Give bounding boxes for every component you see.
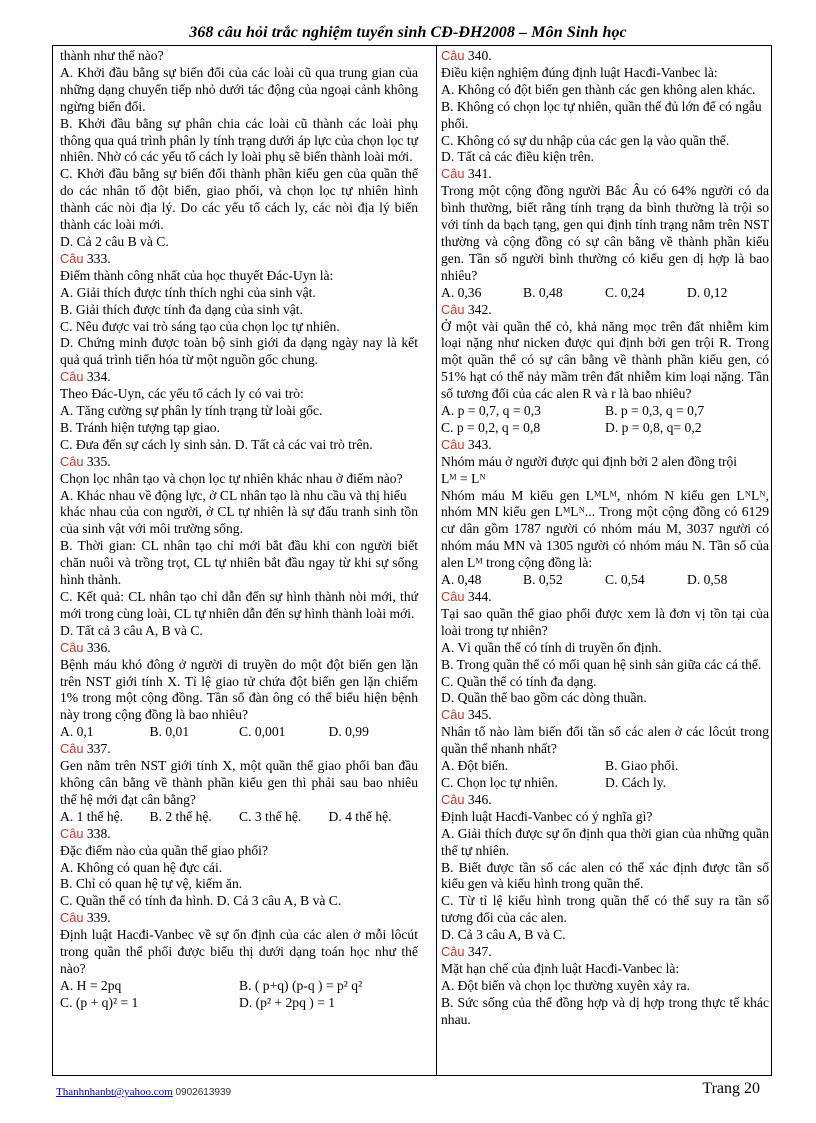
question-label: Câu (60, 639, 84, 655)
q344-option-c: C. Quần thể có tính đa dạng. (441, 673, 597, 689)
q344-heading (441, 589, 769, 606)
q335-option-b: B. Thời gian: CL nhân tạo chỉ mới bắt đầu khi con người biết chăn nuôi và trồng trọt, CL tự nhiên bắt đầu ngay từ khi sự sống hình thành. (60, 538, 418, 588)
q342-option-d: D. p = 0,8, q= 0,2 (605, 419, 702, 435)
question-number: 343. (464, 436, 492, 452)
q332-option-c: C. Khởi đầu bằng sự biến đổi thành phần kiểu gen của quần thể do các nhân tố đột biến, giao phối, và chọn lọc tự nhiên hình thành các nòi địa lý. Do các yếu tố cách ly, các nòi địa lý biến thành các loài mới. (60, 166, 418, 233)
q339-options-row2 (60, 995, 418, 1012)
q345-option-a: A. Đột biến. (441, 758, 509, 774)
q337-option-d: D. 4 thế hệ. (328, 808, 392, 824)
q343-question-detail: Nhóm máu M kiểu gen LᴹLᴹ, nhóm N kiểu gen LᴺLᴺ, nhóm MN kiểu gen LᴹLᴺ... Trong một cộng đồng có 6129 cư dân gồm 1787 người có nhóm máu M, 3037 người có nhóm máu MN và 1305 người có nhóm máu N. Tần số của alen Lᴹ trong cộng đồng là: (441, 487, 769, 571)
q336-option-c: C. 0,001 (239, 724, 286, 740)
question-label: Câu (60, 369, 84, 385)
q342-option-b: B. p = 0,3, q = 0,7 (605, 403, 705, 419)
q345-option-b: B. Giao phối. (605, 758, 679, 774)
q340-option-d: D. Tất cả các điều kiện trên. (441, 149, 594, 165)
q339-option-b: B. ( p+q) (p-q ) = p² q² (239, 977, 363, 993)
q336-option-b: B. 0,01 (149, 724, 190, 740)
q341-option-d: D. 0,12 (687, 284, 728, 300)
question-label: Câu (441, 166, 465, 182)
q334-option-c: C. Đưa đến sự cách ly sinh sản. D. Tất cả các vai trò trên. (60, 436, 373, 452)
q334-option-b: B. Tránh hiện tượng tạp giao. (60, 419, 220, 435)
q339-option-d: D. (p² + 2pq ) = 1 (239, 994, 336, 1010)
question-number: 347. (464, 944, 492, 960)
q345-options-row2 (441, 775, 769, 792)
question-number: 342. (464, 301, 492, 317)
q345-option-d: D. Cách ly. (605, 774, 667, 790)
q340-option-c: C. Không có sự du nhập của các gen lạ vào quần thể. (441, 132, 730, 148)
q345-question: Nhân tố nào làm biến đổi tần số các alen ở các lôcút trong quần thể nhanh nhất? (441, 724, 769, 757)
question-number: 335. (83, 453, 111, 469)
q347-question: Mặt hạn chế của định luật Hacđi-Vanbec là: (441, 960, 680, 976)
q344-option-d: D. Quần thể bao gồm các dòng thuần. (441, 690, 647, 706)
q335-option-a: A. Khác nhau về động lực, ở CL nhân tạo là nhu cầu và thị hiếu (60, 487, 407, 503)
q333-option-b: B. Giải thích được tính đa dạng của sinh vật. (60, 301, 303, 317)
question-label: Câu (441, 791, 465, 807)
footer-email-link[interactable]: Thanhnhanbt@yahoo.com (56, 1086, 173, 1098)
q337-option-a: A. 1 thế hệ. (60, 808, 124, 824)
q341-heading (441, 166, 769, 183)
q338-option-a: A. Không có quan hệ đực cái. (60, 859, 223, 875)
q343-question: Nhóm máu ở người được qui định bởi 2 alen đồng trội (441, 453, 738, 469)
q335-option-d: D. Tất cả 3 câu A, B và C. (60, 622, 203, 638)
q339-option-a: A. H = 2pq (60, 977, 122, 993)
question-label: Câu (60, 825, 84, 841)
question-number: 333. (83, 250, 111, 266)
q338-heading (60, 826, 418, 843)
q347-heading (441, 944, 769, 961)
q346-option-a: A. Giải thích được sự ổn định qua thời gian của những quần thể tự nhiên. (441, 825, 769, 858)
q346-option-b: B. Biết được tần số các alen có thể xác định được tần số kiểu gen và kiểu hình trong quần thể. (441, 859, 769, 892)
q335-option-c: C. Kết quả: CL nhân tạo chỉ dẫn đến sự hình thành nòi mới, thứ mới trong cùng loài, CL tự nhiên dẫn đến sự hình thành loài mới. (60, 589, 418, 621)
q343-option-b: B. 0,52 (523, 572, 563, 588)
question-number: 344. (464, 589, 492, 604)
q339-option-c: C. (p + q)² = 1 (60, 994, 139, 1010)
question-number: 340. (464, 48, 492, 63)
q338-option-b: B. Chỉ có quan hệ tự vệ, kiếm ăn. (60, 876, 243, 892)
q332-option-d: D. Cả 2 câu B và C. (60, 233, 169, 249)
q346-question: Định luật Hacđi-Vanbec có ý nghĩa gì? (441, 808, 653, 824)
q344-option-b: B. Trong quần thể có mối quan hệ sinh sản giữa các cá thể. (441, 656, 762, 672)
q336-option-a: A. 0,1 (60, 724, 94, 740)
question-number: 339. (83, 910, 111, 926)
q338-option-c: C. Quần thể có tính đa hình. D. Cả 3 câu A, B và C. (60, 893, 342, 909)
q342-options-row1 (441, 403, 769, 420)
q335-option-a-cont: khác nhau của con người, ở CL tự nhiên là sự đấu tranh sinh tồn của sinh vật với môi trường sống. (60, 504, 418, 537)
question-label: Câu (441, 48, 465, 63)
q340-question: Điều kiện nghiệm đúng định luật Hacđi-Vanbec là: (441, 64, 718, 80)
question-label: Câu (60, 741, 84, 757)
q347-option-b: B. Sức sống của thể đồng hợp và dị hợp trong thực tế khác nhau. (441, 994, 769, 1027)
q341-option-b: B. 0,48 (523, 284, 563, 300)
question-number: 338. (83, 825, 111, 841)
page-footer (56, 1080, 760, 1098)
q343-option-d: D. 0,58 (687, 572, 728, 588)
q342-option-c: C. p = 0,2, q = 0,8 (441, 419, 541, 435)
q345-options-row1 (441, 758, 769, 775)
q340-option-b: B. Không có chọn lọc tự nhiên, quần thể đủ lớn để có ngẫu phối. (441, 98, 762, 131)
q340-option-a: A. Không có đột biến gen thành các gen không alen khác. (441, 81, 756, 97)
q333-question: Điểm thành công nhất của học thuyết Đác-Uyn là: (60, 267, 334, 283)
page-header-title: 368 câu hỏi trắc nghiệm tuyển sinh CĐ-ĐH2008 – Môn Sinh học (189, 24, 627, 41)
question-number: 345. (464, 707, 492, 723)
q336-heading (60, 640, 418, 657)
question-label: Câu (60, 453, 84, 469)
q335-question: Chọn lọc nhân tạo và chọn lọc tự nhiên khác nhau ở điểm nào? (60, 470, 403, 486)
q336-option-d: D. 0,99 (328, 724, 369, 740)
question-number: 336. (83, 639, 111, 655)
q342-options-row2 (441, 420, 769, 437)
q334-question: Theo Đác-Uyn, các yếu tố cách ly có vai trò: (60, 386, 304, 402)
question-label: Câu (60, 910, 84, 926)
question-number: 337. (83, 741, 111, 757)
q334-option-a: A. Tăng cường sự phân ly tính trạng từ loài gốc. (60, 403, 323, 419)
question-label: Câu (441, 707, 465, 723)
question-label: Câu (441, 301, 465, 317)
left-column (60, 48, 418, 1012)
q347-option-a: A. Đột biến và chọn lọc thường xuyên xảy ra. (441, 977, 690, 993)
q344-question: Tại sao quần thể giao phối được xem là đơn vị tồn tại của loài trong tự nhiên? (441, 605, 769, 638)
q341-option-a: A. 0,36 (441, 284, 482, 300)
q343-option-a: A. 0,48 (441, 572, 482, 588)
q333-option-d: D. Chứng minh được toàn bộ sinh giới đa dạng ngày nay là kết quả quá trình tiến hóa từ một nguồn gốc chung. (60, 335, 418, 368)
q339-heading (60, 910, 418, 927)
q340-heading (441, 48, 769, 65)
q346-option-d: D. Cả 3 câu A, B và C. (441, 927, 566, 943)
q332-option-b: B. Khởi đầu bằng sự phân chia các loài cũ thành các loài phụ thông qua quá trình phân ly tính trạng dưới áp lực của chọn lọc tự nhiên. Nhờ có các yếu tố cách ly loài phụ sẽ biến thành loài mới. (60, 115, 418, 165)
question-label: Câu (60, 250, 84, 266)
question-number: 346. (464, 791, 492, 807)
q335-heading (60, 454, 418, 471)
page-number: Trang 20 (702, 1080, 760, 1097)
question-label: Câu (441, 589, 465, 604)
q346-heading (441, 792, 769, 809)
q342-question: Ở một vài quần thể cỏ, khả năng mọc trên đất nhiễm kim loại nặng như nicken được qui định bởi gen trội R. Trong một quần thể có sự cân bằng về thành phần kiểu gen, có 51% hạt có thể nảy mầm trên đất nhiễm kim loại nặng. Tần số tương đối của các alen R và r là bao nhiêu? (441, 318, 769, 402)
q333-heading (60, 251, 418, 268)
q344-option-a: A. Vì quần thể có tính di truyền ổn định. (441, 639, 662, 655)
q337-option-c: C. 3 thế hệ. (239, 808, 302, 824)
q338-question: Đặc điểm nào của quần thể giao phối? (60, 842, 268, 858)
q337-option-b: B. 2 thế hệ. (149, 808, 212, 824)
q333-option-a: A. Giải thích được tính thích nghi của sinh vật. (60, 284, 316, 300)
q339-question: Định luật Hacđi-Vanbec về sự ổn định của các alen ở mỗi lôcút trong quần thể phối được biểu thị dưới dạng toán học như thế nào? (60, 927, 418, 976)
question-number: 334. (83, 369, 111, 385)
q343-options (441, 572, 769, 589)
q345-heading (441, 707, 769, 724)
q337-options (60, 809, 418, 826)
q337-heading (60, 741, 418, 758)
question-label: Câu (441, 436, 465, 452)
question-number: 341. (464, 166, 492, 182)
right-column (441, 48, 769, 1029)
q345-option-c: C. Chọn lọc tự nhiên. (441, 774, 558, 790)
q343-question-eq: Lᴹ = Lᴺ (441, 470, 486, 486)
q333-option-c: C. Nêu được vai trò sáng tạo của chọn lọc tự nhiên. (60, 318, 340, 334)
q337-question: Gen nằm trên NST giới tính X, một quần thể giao phối ban đầu không cân bằng về thành phần kiểu gen thì phải sau bao nhiêu thế hệ mới đạt cân bằng? (60, 758, 418, 807)
q343-option-c: C. 0,54 (605, 572, 645, 588)
q346-option-c: C. Từ tỉ lệ kiểu hình trong quần thể có thể suy ra tần số tương đối của các alen. (441, 893, 769, 926)
q332-continuation: thành như thế nào? (60, 48, 164, 63)
q336-question: Bệnh máu khó đông ở người di truyền do một đột biến gen lặn trên NST giới tính X. Tỉ lệ giao tử chứa đột biến gen lặn chiếm 1% trong một cộng đồng. Tần số đàn ông có thể biểu hiện bệnh này trong cộng đồng là bao nhiêu? (60, 656, 418, 723)
q334-heading (60, 369, 418, 386)
q341-options (441, 285, 769, 302)
q343-heading (441, 437, 769, 454)
column-divider (436, 45, 437, 1076)
question-label: Câu (441, 944, 465, 960)
q336-options (60, 724, 418, 741)
q342-option-a: A. p = 0,7, q = 0,3 (441, 403, 541, 419)
footer-phone: 0902613939 (175, 1087, 232, 1098)
q341-option-c: C. 0,24 (605, 284, 645, 300)
q332-option-a: A. Khởi đầu bằng sự biến đổi của các loài cũ qua trung gian của những dạng chuyển tiếp nhỏ dưới tác động của ngoại cảnh không ngừng biến đổi. (60, 64, 418, 114)
q342-heading (441, 302, 769, 319)
q339-options-row1 (60, 978, 418, 995)
q341-question: Trong một cộng đồng người Bắc Âu có 64% người có da bình thường, biết rằng tính trạng da bình thường là trội so với tính da bạch tạng, gen qui định tính trạng nằm trên NST thường và cộng đồng có sự cân bằng về thành phần kiểu gen. Tần số người bình thường có kiểu gen dị hợp là bao nhiêu? (441, 183, 769, 283)
